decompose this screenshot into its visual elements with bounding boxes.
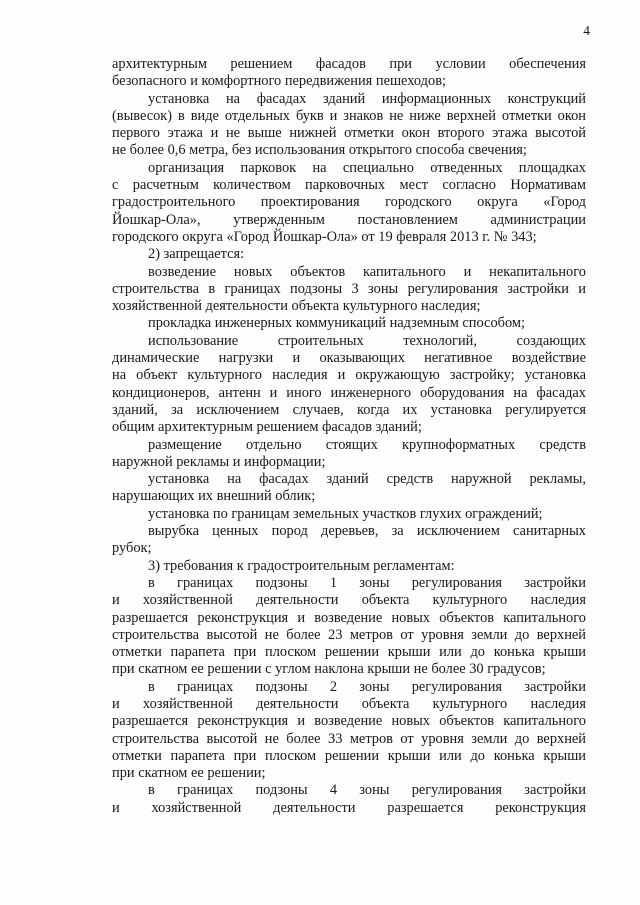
text-line: установка по границам земельных участков глухих ограждений; [148,505,543,522]
text-line: (вывесок) в виде отдельных букв и знаков не ниже верхней отметки окон [112,107,586,124]
text-line: рубок; [112,540,152,557]
text-line: Йошкар-Ола», утвержденным постановлением администрации [112,211,586,228]
text-line: возведение новых объектов капитального и некапитального [148,263,586,280]
text-line: установка на фасадах зданий информационных конструкций [148,90,586,107]
text-line: в границах подзоны 2 зоны регулирования застройки [148,678,586,695]
text-line: строительства высотой не более 23 метров от уровня земли до верхней [112,626,586,643]
text-line: отметки парапета при плоском решении крыши или до конька крыши [112,644,586,661]
text-line: разрешается реконструкция и возведение новых объектов капитального [112,713,586,730]
text-line: и хозяйственной деятельности объекта культурного наследия [112,695,586,712]
text-line: организация парковок на специально отведенных площадках [148,159,586,176]
text-line: при скатном ее решении с углом наклона крыши не более 30 градусов; [112,661,546,678]
text-line: нарушающих их внешний облик; [112,488,316,505]
text-line: первого этажа и не выше нижней отметки окон второго этажа высотой [112,125,586,142]
text-line: в границах подзоны 1 зоны регулирования застройки [148,574,586,591]
text-line: установка на фасадах зданий средств наружной рекламы, [148,471,586,488]
text-line: кондиционеров, антенн и иного инженерного оборудования на фасадах [112,384,586,401]
page-number: 4 [583,23,590,38]
text-line: безопасного и комфортного передвижения пешеходов; [112,73,446,90]
text-line: архитектурным решением фасадов при условии обеспечения [112,56,586,72]
text-line: в границах подзоны 4 зоны регулирования застройки [148,782,586,799]
document-body [112,56,586,817]
text-line: общим архитектурным решением фасадов зданий; [112,419,422,436]
text-line: прокладка инженерных коммуникаций надземным способом; [148,315,525,332]
text-line: динамические нагрузки и оказывающих негативное воздействие [112,350,586,367]
text-line: и хозяйственной деятельности объекта культурного наследия [112,592,586,609]
text-line: 3) требования к градостроительным регламентам: [148,557,455,574]
text-line: размещение отдельно стоящих крупноформатных средств [148,436,586,453]
text-line: с расчетным количеством парковочных мест согласно Нормативам [112,177,586,194]
text-line: разрешается реконструкция и возведение новых объектов капитального [112,609,586,626]
text-line: и хозяйственной деятельности разрешается реконструкция [112,799,586,816]
text-line: наружной рекламы и информации; [112,453,326,470]
text-line: использование строительных технологий, создающих [148,332,586,349]
text-line: градостроительного проектирования городского округа «Город [112,194,586,211]
text-line: не более 0,6 метра, без использования открытого способа свечения; [112,142,527,159]
text-line: строительства в границах подзоны 3 зоны регулирования застройки и [112,280,586,297]
text-line: строительства высотой не более 33 метров от уровня земли до верхней [112,730,586,747]
text-line: отметки парапета при плоском решении крыши или до конька крыши [112,747,586,764]
text-line: хозяйственной деятельности объекта культурного наследия; [112,298,481,315]
text-line: вырубка ценных пород деревьев, за исключением санитарных [148,523,586,540]
text-line: 2) запрещается: [148,246,245,263]
text-line: на объект культурного наследия и окружающую застройку; установка [112,367,586,384]
text-line: при скатном ее решении; [112,765,266,782]
text-line: городского округа «Город Йошкар-Ола» от 19 февраля 2013 г. № 343; [112,228,537,245]
text-line: зданий, за исключением случаев, когда их установка регулируется [112,401,586,418]
